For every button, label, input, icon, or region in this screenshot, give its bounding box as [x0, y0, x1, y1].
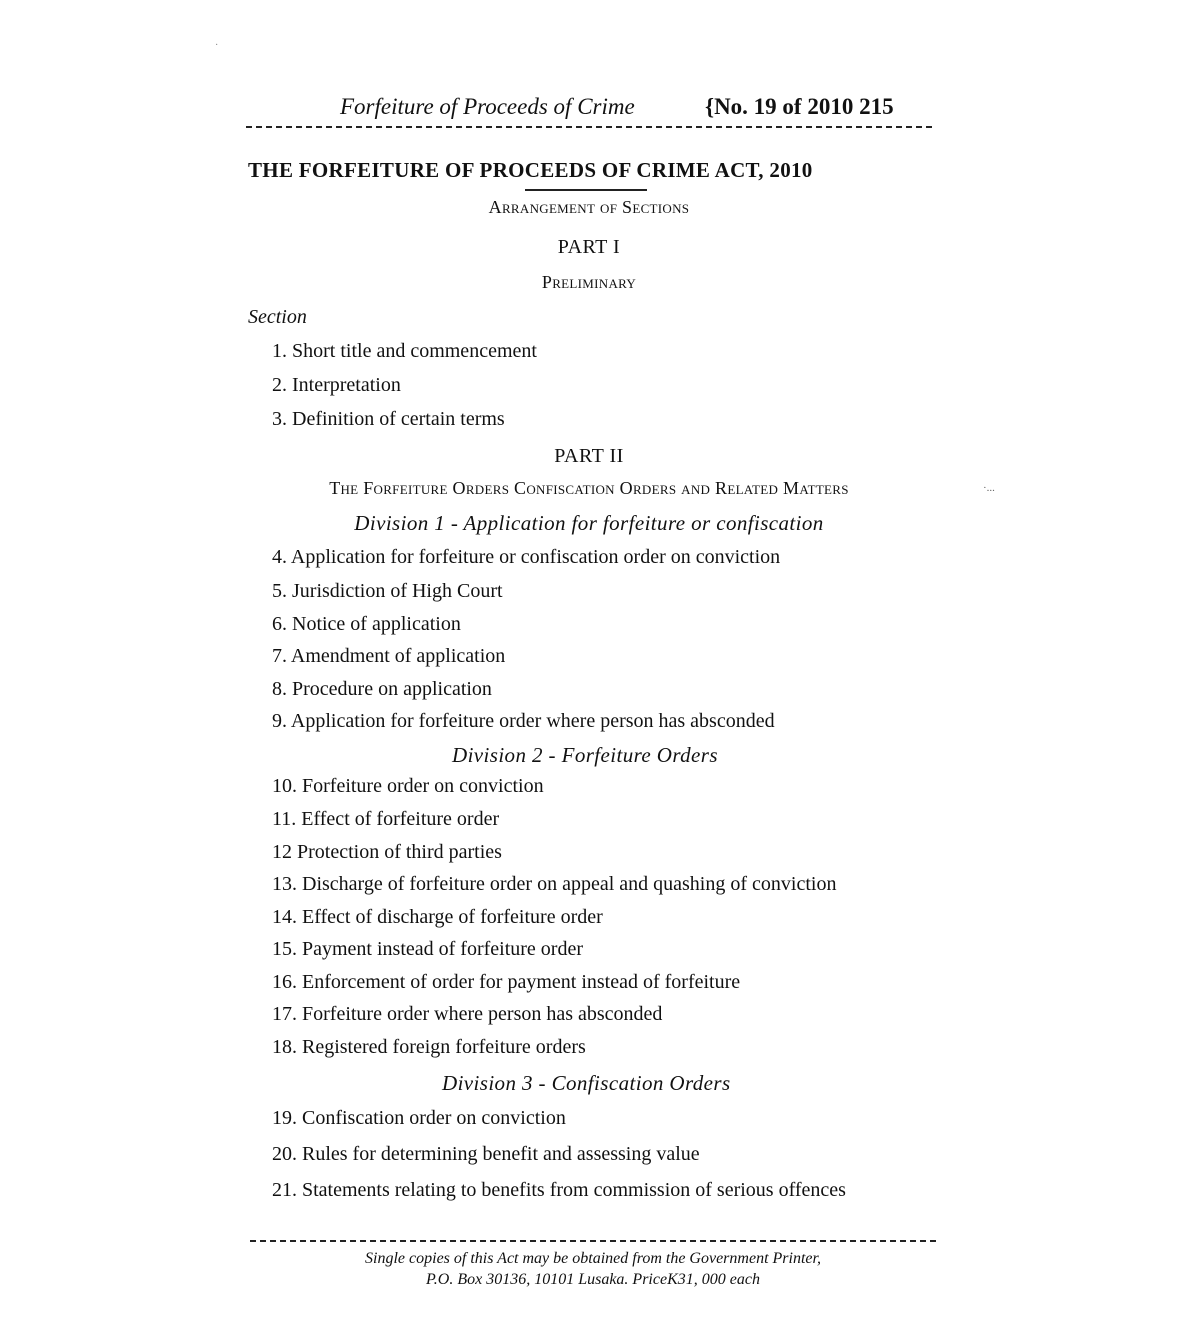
- part-2-title: The Forfeiture Orders Confiscation Orders and Related Matters: [329, 478, 849, 498]
- title-underline: [525, 189, 647, 191]
- header-rule: [246, 126, 932, 128]
- footer-line-2: P.O. Box 30136, 10101 Lusaka. PriceK31, 000 each: [426, 1271, 760, 1288]
- act-number-page: {No. 19 of 2010 215: [705, 94, 894, 119]
- scan-speck: ·: [215, 40, 219, 51]
- toc-item: 16. Enforcement of order for payment instead of forfeiture: [272, 971, 741, 993]
- toc-item: 7. Amendment of application: [272, 645, 506, 667]
- division-1-title: Division 1 - Application for forfeiture or confiscation: [354, 511, 824, 535]
- division-3-title: Division 3 - Confiscation Orders: [442, 1071, 731, 1095]
- running-title: Forfeiture of Proceeds of Crime: [340, 94, 635, 119]
- toc-item: 8. Procedure on application: [272, 678, 492, 700]
- footer-line-1: Single copies of this Act may be obtained from the Government Printer,: [365, 1250, 821, 1267]
- toc-item: 21. Statements relating to benefits from commission of serious offences: [272, 1179, 846, 1201]
- division-2-title: Division 2 - Forfeiture Orders: [452, 743, 718, 767]
- toc-item: 6. Notice of application: [272, 613, 461, 635]
- toc-item: 13. Discharge of forfeiture order on appeal and quashing of conviction: [272, 873, 837, 895]
- toc-item: 18. Registered foreign forfeiture orders: [272, 1036, 586, 1058]
- part-2-label: PART II: [554, 445, 624, 467]
- toc-item: 12 Protection of third parties: [272, 841, 502, 863]
- toc-item: 17. Forfeiture order where person has absconded: [272, 1003, 663, 1025]
- toc-item: 11. Effect of forfeiture order: [272, 808, 500, 830]
- section-column-heading: Section: [248, 306, 307, 328]
- scan-speck: ·...: [983, 482, 995, 494]
- arrangement-heading: Arrangement of Sections: [488, 197, 690, 217]
- toc-item: 10. Forfeiture order on conviction: [272, 775, 544, 797]
- toc-item: 5. Jurisdiction of High Court: [272, 580, 503, 602]
- toc-item: 2. Interpretation: [272, 374, 401, 396]
- toc-item: 14. Effect of discharge of forfeiture order: [272, 906, 603, 928]
- toc-item: 4. Application for forfeiture or confiscation order on conviction: [272, 546, 781, 568]
- footer-rule: [250, 1240, 936, 1242]
- act-title: THE FORFEITURE OF PROCEEDS OF CRIME ACT, 2010: [248, 158, 813, 182]
- toc-item: 1. Short title and commencement: [272, 340, 537, 362]
- toc-item: 19. Confiscation order on conviction: [272, 1107, 566, 1129]
- toc-item: 3. Definition of certain terms: [272, 408, 505, 430]
- part-1-label: PART I: [557, 236, 621, 258]
- part-1-title: Preliminary: [541, 272, 637, 292]
- toc-item: 15. Payment instead of forfeiture order: [272, 938, 584, 960]
- toc-item: 9. Application for forfeiture order where person has absconded: [272, 710, 775, 732]
- toc-item: 20. Rules for determining benefit and assessing value: [272, 1143, 700, 1165]
